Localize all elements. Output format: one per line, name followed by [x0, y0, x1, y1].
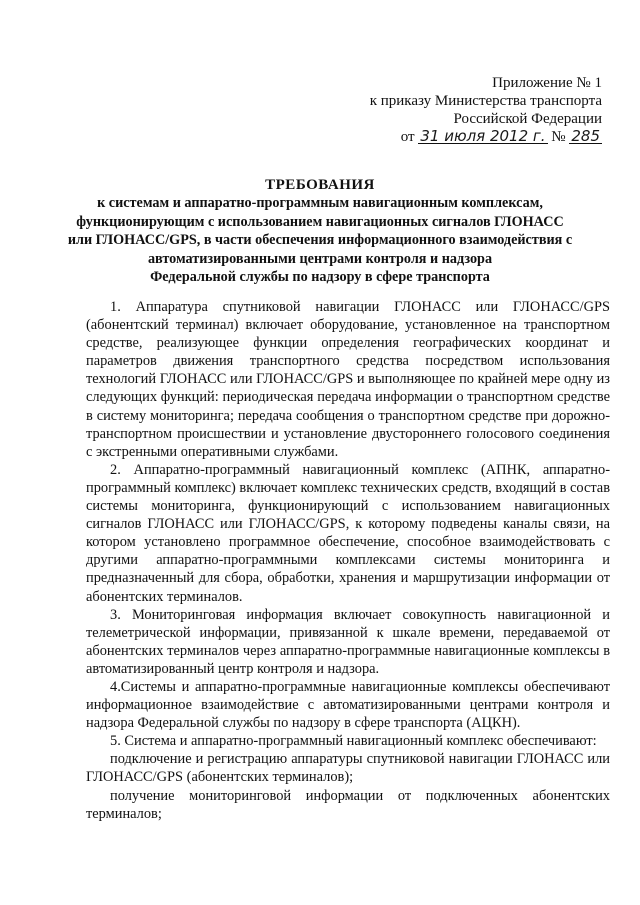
paragraph-1: 1. Аппаратура спутниковой навигации ГЛОНАСС или ГЛОНАСС/GPS (абонентский терминал) включает оборудование, установленное на транспортном средстве, реализующее функции определения географических координат и параметров движения транспортного средства посредством использования технологий ГЛОНАСС или ГЛОНАСС/GPS и выполняющее по крайней мере одну из следующих функций: периодическая передача информации о транспортном средстве в систему мониторинга; передача сообщения о транспортном средстве при дорожно-транспортном происшествии и установление двустороннего голосового соединения с экстренными оперативными службами. — [86, 299, 610, 460]
handwritten-date: 31 июля 2012 г. — [420, 127, 546, 145]
title-line-4: автоматизированными центрами контроля и надзора — [147, 250, 493, 267]
list-item-1: подключение и регистрацию аппаратуры спутниковой навигации ГЛОНАСС или ГЛОНАСС/GPS (абонентских терминалов); — [86, 751, 610, 786]
handwritten-number: 285 — [571, 127, 600, 145]
appendix-header — [340, 74, 602, 146]
appendix-number-sign: № — [551, 129, 566, 145]
title-line-1: к системам и аппаратно-программным навигационным комплексам, — [97, 195, 543, 212]
paragraph-3: 3. Мониторинговая информация включает совокупность навигационной и телеметрической информации, привязанной к шкале времени, передаваемой от абонентских терминалов через аппаратно-программные навигационные комплексы в автоматизированный центр контроля и надзора. — [86, 606, 610, 677]
appendix-line-2: к приказу Министерства транспорта — [369, 93, 602, 109]
paragraph-2: 2. Аппаратно-программный навигационный комплекс (АПНК, аппаратно-программный комплекс) включает комплекс технических средств, входящий в состав системы мониторинга, функционирующий с использованием навигационных сигналов ГЛОНАСС или ГЛОНАСС/GPS, к которому подведены каналы связи, на котором установлено программное обеспечение, способное взаимодействовать с другими аппаратно-программными комплексами системы мониторинга и предназначенный для сбора, обработки, хранения и маршрутизации информации от абонентских терминалов. — [86, 461, 610, 605]
title-line-2: функционирующим с использованием навигационных сигналов ГЛОНАСС — [76, 213, 564, 230]
title-main: ТРЕБОВАНИЯ — [265, 177, 375, 193]
appendix-from-label: от — [400, 129, 415, 145]
document-body — [86, 298, 610, 823]
document-title — [58, 176, 582, 286]
appendix-date-line — [340, 128, 602, 146]
title-line-3: или ГЛОНАСС/GPS, в части обеспечения информационного взаимодействия с — [67, 232, 573, 249]
paragraph-5: 5. Система и аппаратно-программный навигационный комплекс обеспечивают: — [110, 733, 597, 750]
paragraph-4: 4.Системы и аппаратно-программные навигационные комплексы обеспечивают информационное взаимодействие с автоматизированными центрами контроля и надзора Федеральной службы по надзору в сфере транспорта (АЦКН). — [86, 678, 610, 732]
appendix-line-1: Приложение № 1 — [492, 75, 602, 91]
list-item-2: получение мониторинговой информации от подключенных абонентских терминалов; — [86, 787, 610, 822]
appendix-line-3: Российской Федерации — [453, 111, 602, 127]
title-line-5: Федеральной службы по надзору в сфере транспорта — [150, 269, 490, 286]
